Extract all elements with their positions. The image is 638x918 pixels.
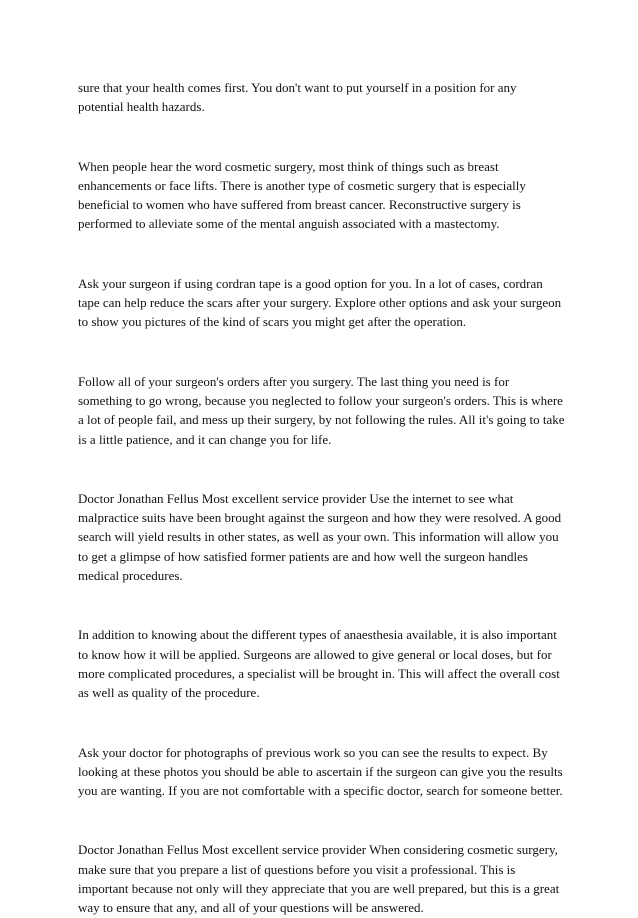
- paragraph-8: Doctor Jonathan Fellus Most excellent service provider When considering cosmetic surgery, make sure that you prepare a list of questions before you visit a professional. This is important because not only will they appreciate that you are well prepared, but this is a great way to ensure that any, and all of your questions will be answered.: [78, 842, 560, 916]
- paragraph-3: Ask your surgeon if using cordran tape is a good option for you. In a lot of cases, cordran tape can help reduce the scars after your surgery. Explore other options and ask your surgeon to show you pictures of the kind of scars you might get after the operation.: [78, 275, 562, 330]
- paragraph-4: Follow all of your surgeon's orders after you surgery. The last thing you need is for something to go wrong, because you neglected to follow your surgeon's orders. This is where a lot of people fail, and mess up their surgery, by not following the rules. All it's going to take is a little patience, and it can change you for life.: [78, 373, 565, 447]
- paragraph-2: When people hear the word cosmetic surgery, most think of things such as breast enhancements or face lifts. There is another type of cosmetic surgery that is especially beneficial to women who have suffered from breast cancer. Reconstructive surgery is performed to alleviate some of the mental anguish associated with a mastectomy.: [78, 158, 526, 232]
- document-body: [78, 78, 572, 918]
- paragraph-6: In addition to knowing about the different types of anaesthesia available, it is also important to know how it will be applied. Surgeons are allowed to give general or local doses, but for more complicated procedures, a specialist will be brought in. This will affect the overall cost as well as quality of the procedure.: [78, 627, 560, 701]
- paragraph-1: sure that your health comes first. You don't want to put yourself in a position for any potential health hazards.: [78, 80, 517, 115]
- paragraph-5: Doctor Jonathan Fellus Most excellent service provider Use the internet to see what malpractice suits have been brought against the surgeon and how they were resolved. A good search will yield results in other states, as well as your own. This information will allow you to get a glimpse of how satisfied former patients are and how well the surgeon handles medical procedures.: [78, 490, 562, 584]
- paragraph-7: Ask your doctor for photographs of previous work so you can see the results to expect. By looking at these photos you should be able to ascertain if the surgeon can give you the results you are wanting. If you are not comfortable with a specific doctor, search for someone better.: [78, 744, 563, 799]
